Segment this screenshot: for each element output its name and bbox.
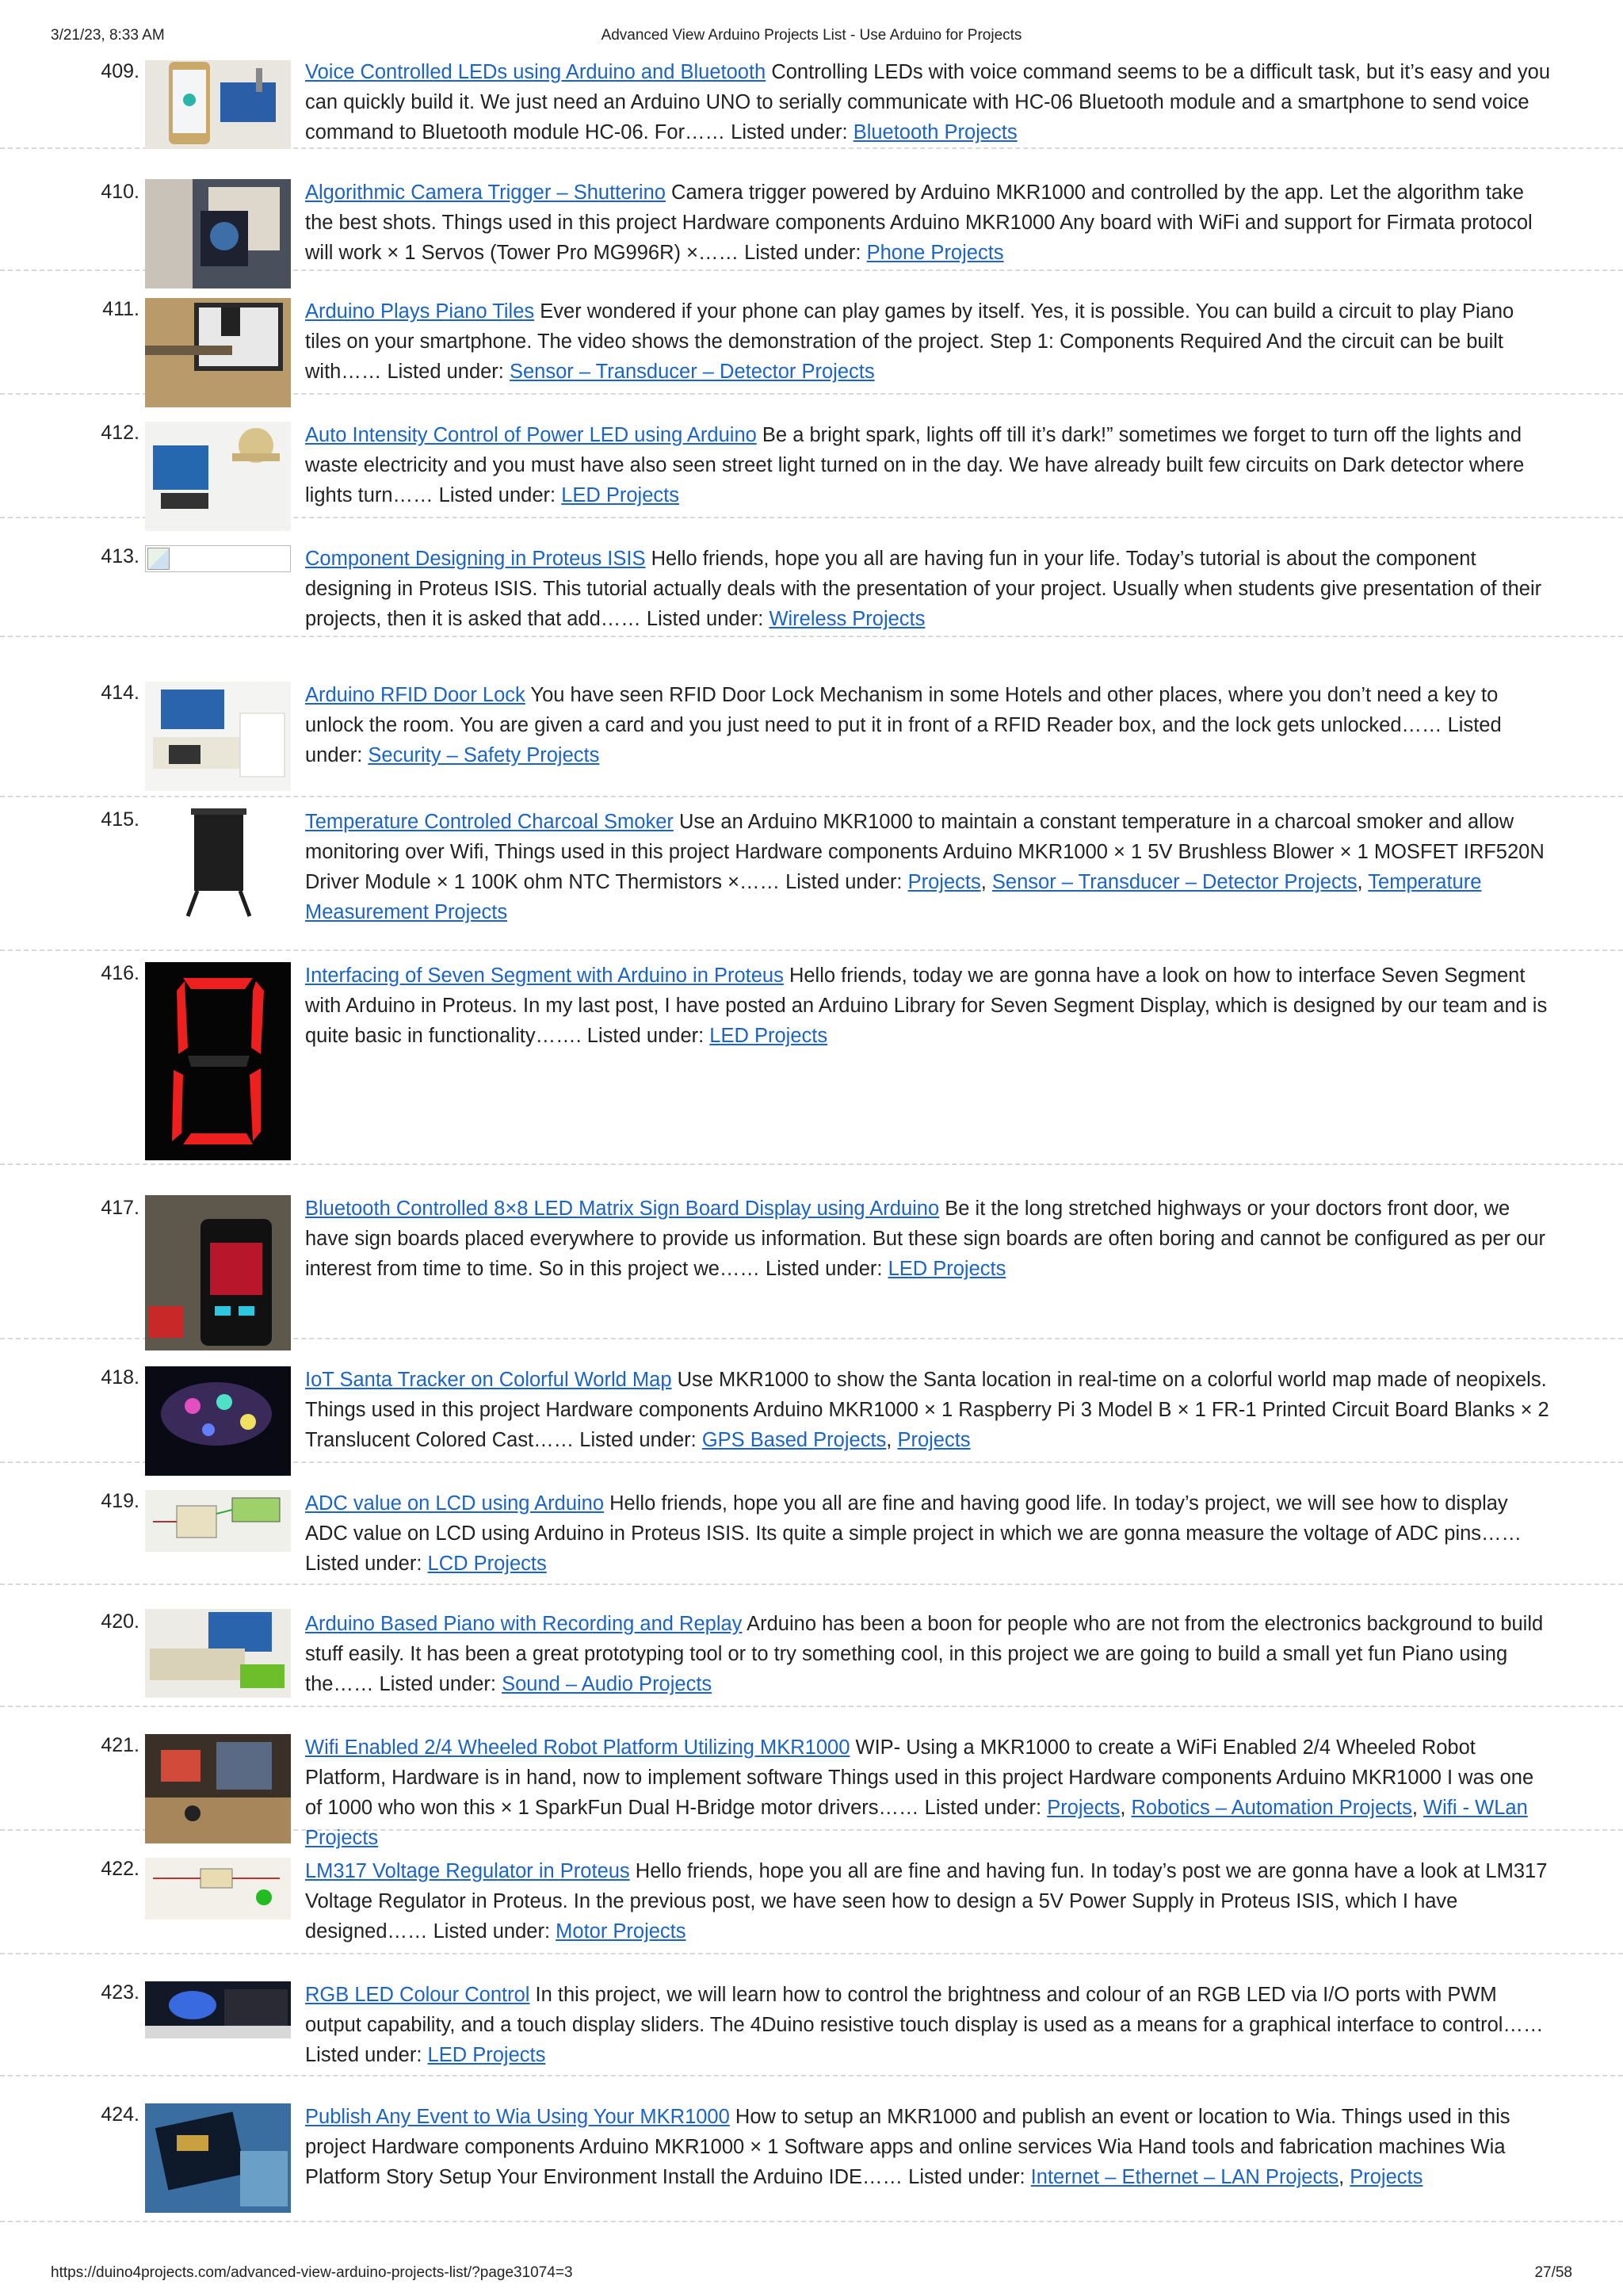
item-body: Wifi Enabled 2/4 Wheeled Robot Platform Utilizing MKR1000 WIP- Using a MKR1000 to create a WiFi Enabled 2/4 Wheeled Robot Platform, Hardware is in hand, now to implement software Things used in this project Hardware components Arduino MKR1000 I was one of 1000 who won this × 1 SparkFun Dual H-Bridge motor drivers…… Listed under: Projects, Robotics – Automation Projects, Wifi - WLan Projects xyxy=(305,1736,1534,1849)
item-body xyxy=(305,57,1552,147)
category-link[interactable]: Projects xyxy=(897,1429,971,1451)
item-number: 410. xyxy=(101,181,139,203)
project-link[interactable]: Temperature Controled Charcoal Smoker xyxy=(305,811,674,833)
listed-under-label: Listed under: xyxy=(433,1920,551,1943)
category-link[interactable]: Sound – Audio Projects xyxy=(502,1673,712,1695)
listed-under-label: Listed under: xyxy=(646,608,764,630)
item-number: 419. xyxy=(101,1490,139,1512)
project-description: Hello friends, today we are gonna have a look on how to interface Seven Segment with Arduino in Proteus. In my last post, I have posted an Arduino Library for Seven Segment Display, which is designed by our team and is quite basic in functionality……. xyxy=(305,965,1548,1047)
project-link[interactable]: ADC value on LCD using Arduino xyxy=(305,1492,605,1515)
item-number: 421. xyxy=(101,1734,139,1756)
category-link[interactable]: Bluetooth Projects xyxy=(853,121,1018,143)
item-body xyxy=(305,1980,1552,2070)
listed-under-label: Listed under: xyxy=(744,242,861,264)
listed-under-label: Listed under: xyxy=(908,2166,1025,2188)
item-number: 417. xyxy=(101,1197,139,1219)
phone-led-icon[interactable] xyxy=(145,60,291,149)
category-link[interactable]: Sensor – Transducer – Detector Projects xyxy=(509,361,875,383)
listed-under-label: Listed under: xyxy=(305,714,1502,766)
item-body xyxy=(305,1856,1552,1946)
listed-under-label: Listed under: xyxy=(586,1025,705,1047)
listed-under-label: Listed under: xyxy=(305,1553,422,1575)
item-body xyxy=(305,178,1552,268)
list-item xyxy=(0,637,1623,797)
page-number: 27/58 xyxy=(1534,2264,1572,2281)
category-link[interactable]: Temperature Measurement Projects xyxy=(305,871,1482,923)
project-list xyxy=(0,55,1623,2222)
listed-under-label: Listed under: xyxy=(387,361,504,383)
print-header xyxy=(51,27,1572,51)
item-number: 413. xyxy=(101,545,139,567)
item-number: 411. xyxy=(102,298,139,320)
item-number: 409. xyxy=(101,60,139,82)
project-link[interactable]: Auto Intensity Control of Power LED using Arduino xyxy=(305,424,757,446)
category-link[interactable]: LED Projects xyxy=(709,1025,828,1047)
item-body: Temperature Controled Charcoal Smoker Use an Arduino MKR1000 to maintain a constant temperature in a charcoal smoker and allow monitoring over Wifi, Things used in this project Hardware components Arduino MKR1000 × 1 5V Brushless Blower × 1 MOSFET IRF520N Driver Module × 1 100K ohm NTC Thermistors ×…… Listed under: Projects, Sensor – Transducer – Detector Projects, Temperature Measurement Projects xyxy=(305,811,1545,923)
project-description: Ever wondered if your phone can play games by itself. Yes, it is possible. You can build a circuit to play Piano tiles on your smartphone. The video shows the demonstration of the project. Step 1: Components Required And the circuit can be built with…… xyxy=(305,300,1514,383)
item-body xyxy=(305,420,1552,510)
project-link[interactable]: Wifi Enabled 2/4 Wheeled Robot Platform Utilizing MKR1000 xyxy=(305,1736,850,1759)
category-link[interactable]: Projects xyxy=(907,871,981,893)
item-number: 420. xyxy=(101,1610,139,1633)
regulator-schematic-icon[interactable] xyxy=(145,1858,291,1920)
category-link[interactable]: LED Projects xyxy=(888,1258,1006,1280)
listed-under-label: Listed under: xyxy=(379,1673,496,1695)
list-item xyxy=(0,55,1623,149)
listed-under-label: Listed under: xyxy=(731,121,848,143)
project-description: Controlling LEDs with voice command seems to be a difficult task, but it’s easy and you can quickly build it. We just need an Arduino UNO to serially communicate with HC-06 Bluetooth module and a smartphone to send voice command to Bluetooth module HC-06. For…… xyxy=(305,61,1551,143)
item-body xyxy=(305,680,1552,770)
item-number: 414. xyxy=(101,682,139,704)
item-body xyxy=(305,1488,1552,1579)
category-link[interactable]: Internet – Ethernet – LAN Projects xyxy=(1030,2166,1339,2188)
category-link[interactable]: Motor Projects xyxy=(556,1920,686,1943)
item-number: 416. xyxy=(101,962,139,984)
list-item xyxy=(0,271,1623,395)
project-link[interactable]: Publish Any Event to Wia Using Your MKR1000 xyxy=(305,2106,730,2128)
category-link[interactable]: Wifi - WLan Projects xyxy=(305,1797,1528,1849)
workbench-icon[interactable] xyxy=(145,1734,291,1843)
list-item xyxy=(0,1954,1623,2076)
category-link[interactable]: Security – Safety Projects xyxy=(368,744,600,766)
item-number: 415. xyxy=(101,808,139,831)
project-link[interactable]: Arduino Based Piano with Recording and Replay xyxy=(305,1613,743,1635)
list-item xyxy=(0,1463,1623,1585)
listed-under-label: Listed under: xyxy=(438,484,556,506)
list-item xyxy=(0,395,1623,518)
broken-image-icon[interactable] xyxy=(145,545,291,572)
project-link[interactable]: Arduino RFID Door Lock xyxy=(305,684,525,706)
led-matrix-icon[interactable] xyxy=(145,1195,291,1350)
project-link[interactable]: Interfacing of Seven Segment with Arduino in Proteus xyxy=(305,965,784,987)
list-item xyxy=(0,1585,1623,1707)
seven-segment-icon[interactable] xyxy=(145,962,291,1160)
piano-board-icon[interactable] xyxy=(145,1609,291,1698)
item-body xyxy=(305,1194,1552,1284)
print-datetime: 3/21/23, 8:33 AM xyxy=(51,27,165,44)
item-number: 418. xyxy=(101,1366,139,1389)
project-description: How to setup an MKR1000 and publish an event or location to Wia. Things used in this project Hardware components Arduino MKR1000 × 1 Software apps and online services Wia Hand tools and fabrication machines Wia Platform Story Setup Your Environment Install the Arduino IDE…… xyxy=(305,2106,1510,2188)
listed-under-label: Listed under: xyxy=(579,1429,697,1451)
project-link[interactable]: Algorithmic Camera Trigger – Shutterino xyxy=(305,181,666,204)
item-body xyxy=(305,1609,1552,1699)
project-description: Hello friends, hope you all are fine and having good life. In today’s project, we will see how to display ADC value on LCD using Arduino in Proteus ISIS. Its quite a simple project in which we are gonna measure the voltage of ADC pins…… xyxy=(305,1492,1522,1545)
list-item xyxy=(0,1707,1623,1849)
project-description: Hello friends, hope you all are fine and having fun. In today’s post we are gonna have a look at LM317 Voltage Regulator in Proteus. In the previous post, we have seen how to design a 5V Power Supply in Proteus ISIS, which I have designed…… xyxy=(305,1860,1548,1943)
project-description: Use an Arduino MKR1000 to maintain a constant temperature in a charcoal smoker and allow monitoring over Wifi, Things used in this project Hardware components Arduino MKR1000 × 1 5V Brushless Blower × 1 MOSFET IRF520N Driver Module × 1 100K ohm NTC Thermistors ×…… xyxy=(305,811,1545,893)
mkr-board-icon[interactable] xyxy=(145,2103,291,2213)
project-link[interactable]: Voice Controlled LEDs using Arduino and Bluetooth xyxy=(305,61,766,83)
schematic-icon[interactable] xyxy=(145,1490,291,1552)
print-footer xyxy=(51,2264,1572,2288)
list-item xyxy=(0,2076,1623,2222)
category-link[interactable]: Projects xyxy=(1047,1797,1121,1819)
project-link[interactable]: IoT Santa Tracker on Colorful World Map xyxy=(305,1369,672,1391)
project-link[interactable]: Arduino Plays Piano Tiles xyxy=(305,300,535,323)
item-body xyxy=(305,961,1552,1051)
item-number: 424. xyxy=(101,2103,139,2126)
listed-under-label: Listed under: xyxy=(766,1258,883,1280)
tablet-icon[interactable] xyxy=(145,298,291,407)
project-description: Be a bright spark, lights off till it’s dark!” sometimes we forget to turn off the lights and waste electricity and you must have also seen street light turned on in the day. We have already built few circuits on Dark detector where lights turn…… xyxy=(305,424,1525,506)
arduino-board-icon[interactable] xyxy=(145,422,291,531)
project-description: Camera trigger powered by Arduino MKR1000 and controlled by the app. Let the algorithm take the best shots. Things used in this project Hardware components Arduino MKR1000 Any board with WiFi and support for Firmata protocol will work × 1 Servos (Tower Pro MG996R) ×…… xyxy=(305,181,1533,264)
category-link[interactable]: Projects xyxy=(1350,2166,1423,2188)
page-url: https://duino4projects.com/advanced-view-arduino-projects-list/?page31074=3 xyxy=(51,2264,573,2281)
item-number: 422. xyxy=(101,1858,139,1880)
item-body: Publish Any Event to Wia Using Your MKR1000 How to setup an MKR1000 and publish an event or location to Wia. Things used in this project Hardware components Arduino MKR1000 × 1 Software apps and online services Wia Hand tools and fabrication machines Wia Platform Story Setup Your Environment Install the Arduino IDE…… Listed under: Internet – Ethernet – LAN Projects, Projects xyxy=(305,2106,1510,2188)
rgb-led-icon[interactable] xyxy=(145,1981,291,2038)
list-item xyxy=(0,1165,1623,1339)
list-item xyxy=(0,518,1623,637)
project-link[interactable]: Component Designing in Proteus ISIS xyxy=(305,548,646,570)
santa-map-icon[interactable] xyxy=(145,1366,291,1476)
project-description: Hello friends, hope you all are having fun in your life. Today’s tutorial is about the component designing in Proteus ISIS. This tutorial actually deals with the presentation of your project. Usually when students give presentation of their projects, then it is asked that add…… xyxy=(305,548,1542,630)
list-item xyxy=(0,1339,1623,1463)
listed-under-label: Listed under: xyxy=(785,871,903,893)
item-number: 412. xyxy=(101,422,139,444)
category-link[interactable]: LED Projects xyxy=(427,2044,546,2066)
category-link[interactable]: Wireless Projects xyxy=(769,608,926,630)
project-description: You have seen RFID Door Lock Mechanism in some Hotels and other places, where you don’t need a key to unlock the room. You are given a card and you just need to put it in front of a RFID Reader box, and the lock gets unlocked…… xyxy=(305,684,1499,736)
list-item xyxy=(0,149,1623,271)
listed-under-label: Listed under: xyxy=(924,1797,1042,1819)
list-item xyxy=(0,797,1623,951)
category-link[interactable]: GPS Based Projects xyxy=(701,1429,887,1451)
category-link[interactable]: Sensor – Transducer – Detector Projects xyxy=(991,871,1358,893)
project-description: WIP- Using a MKR1000 to create a WiFi Enabled 2/4 Wheeled Robot Platform, Hardware is in hand, now to implement software Things used in this project Hardware components Arduino MKR1000 I was one of 1000 who won this × 1 SparkFun Dual H-Bridge motor drivers…… xyxy=(305,1736,1534,1819)
project-description: In this project, we will learn how to control the brightness and colour of an RGB LED via I/O ports with PWM output capability, and a touch display sliders. The 4Duino resistive touch display is used as a means for a graphical interface to control…… xyxy=(305,1984,1544,2036)
smoker-icon[interactable] xyxy=(145,808,291,918)
category-link[interactable]: LED Projects xyxy=(561,484,679,506)
item-number: 423. xyxy=(101,1981,139,2004)
project-description: Use MKR1000 to show the Santa location in real-time on a colorful world map made of neopixels. Things used in this project Hardware components Arduino MKR1000 × 1 Raspberry Pi 3 Model B × 1 FR-1 Printed Circuit Board Blanks × 2 Translucent Colored Cast…… xyxy=(305,1369,1549,1451)
category-link[interactable]: LCD Projects xyxy=(427,1553,547,1575)
item-body xyxy=(305,544,1552,634)
item-body xyxy=(305,296,1552,387)
category-link[interactable]: Phone Projects xyxy=(866,242,1004,264)
project-description: Be it the long stretched highways or your doctors front door, we have sign boards placed everywhere to provide us information. But these sign boards are often boring and cannot be configured as per our interest from time to time. So in this project we…… xyxy=(305,1198,1545,1280)
list-item xyxy=(0,1831,1623,1954)
project-link[interactable]: LM317 Voltage Regulator in Proteus xyxy=(305,1860,630,1882)
project-description: Arduino has been a boon for people who are not from the electronics background to build stuff easily. It has been a great prototyping tool or to try something cool, in this project we are going to build a small yet fun Piano using the…… xyxy=(305,1613,1544,1695)
listed-under-label: Listed under: xyxy=(305,2044,422,2066)
project-link[interactable]: RGB LED Colour Control xyxy=(305,1984,530,2006)
breadboard-icon[interactable] xyxy=(145,682,291,791)
list-item xyxy=(0,951,1623,1165)
item-body: IoT Santa Tracker on Colorful World Map Use MKR1000 to show the Santa location in real-time on a colorful world map made of neopixels. Things used in this project Hardware components Arduino MKR1000 × 1 Raspberry Pi 3 Model B × 1 FR-1 Printed Circuit Board Blanks × 2 Translucent Colored Cast…… Listed under: GPS Based Projects, Projects xyxy=(305,1369,1549,1451)
page-title: Advanced View Arduino Projects List - Use Arduino for Projects xyxy=(601,27,1022,44)
project-link[interactable]: Bluetooth Controlled 8×8 LED Matrix Sign Board Display using Arduino xyxy=(305,1198,940,1220)
category-link[interactable]: Robotics – Automation Projects xyxy=(1131,1797,1412,1819)
